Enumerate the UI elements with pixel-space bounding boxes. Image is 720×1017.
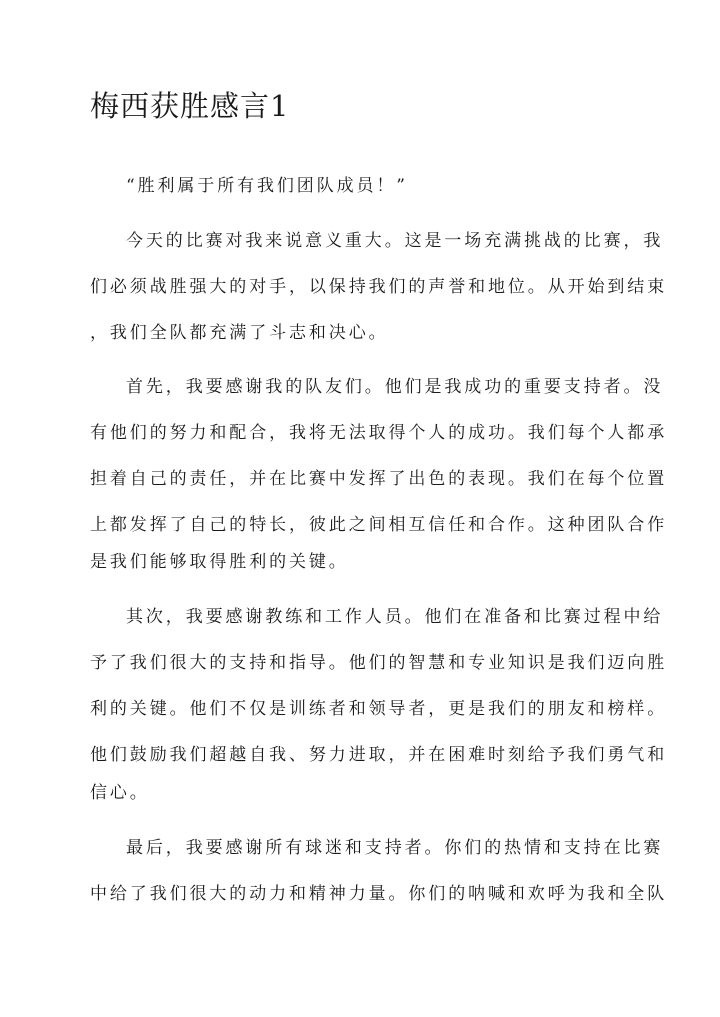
paragraph-2-line-1: 首先，我要感谢我的队友们。他们是我成功的重要支持者。没 bbox=[126, 377, 664, 397]
paragraph-3-line-1: 其次，我要感谢教练和工作人员。他们在准备和比赛过程中给 bbox=[126, 607, 664, 627]
paragraph-2-line-4: 上都发挥了自己的特长，彼此之间相互信任和合作。这种团队合作 bbox=[90, 515, 668, 535]
paragraph-1-line-1: 今天的比赛对我来说意义重大。这是一场充满挑战的比赛，我 bbox=[126, 231, 664, 251]
paragraph-3-line-5: 信心。 bbox=[90, 783, 150, 803]
paragraph-1-line-2: 们必须战胜强大的对手，以保持我们的声誉和地位。从开始到结束 bbox=[90, 277, 668, 297]
paragraph-2-line-3: 担着自己的责任，并在比赛中发挥了出色的表现。我们在每个位置 bbox=[90, 469, 668, 489]
paragraph-2-line-5: 是我们能够取得胜利的关键。 bbox=[90, 552, 349, 572]
paragraph-1-line-3: ，我们全队都充满了斗志和决心。 bbox=[90, 323, 389, 343]
paragraph-4-line-1: 最后，我要感谢所有球迷和支持者。你们的热情和支持在比赛 bbox=[126, 838, 664, 858]
paragraph-3-line-4: 他们鼓励我们超越自我、努力进取，并在困难时刻给予我们勇气和 bbox=[90, 745, 668, 765]
paragraph-2-line-2: 有他们的努力和配合，我将无法取得个人的成功。我们每个人都承 bbox=[90, 423, 668, 443]
quote-line: “胜利属于所有我们团队成员！” bbox=[126, 176, 408, 196]
paragraph-3-line-3: 利的关键。他们不仅是训练者和领导者，更是我们的朋友和榜样。 bbox=[90, 699, 668, 719]
paragraph-4-line-2: 中给了我们很大的动力和精神力量。你们的呐喊和欢呼为我和全队 bbox=[90, 884, 668, 904]
document-title: 梅西获胜感言1 bbox=[90, 89, 290, 123]
paragraph-3-line-2: 予了我们很大的支持和指导。他们的智慧和专业知识是我们迈向胜 bbox=[90, 653, 668, 673]
